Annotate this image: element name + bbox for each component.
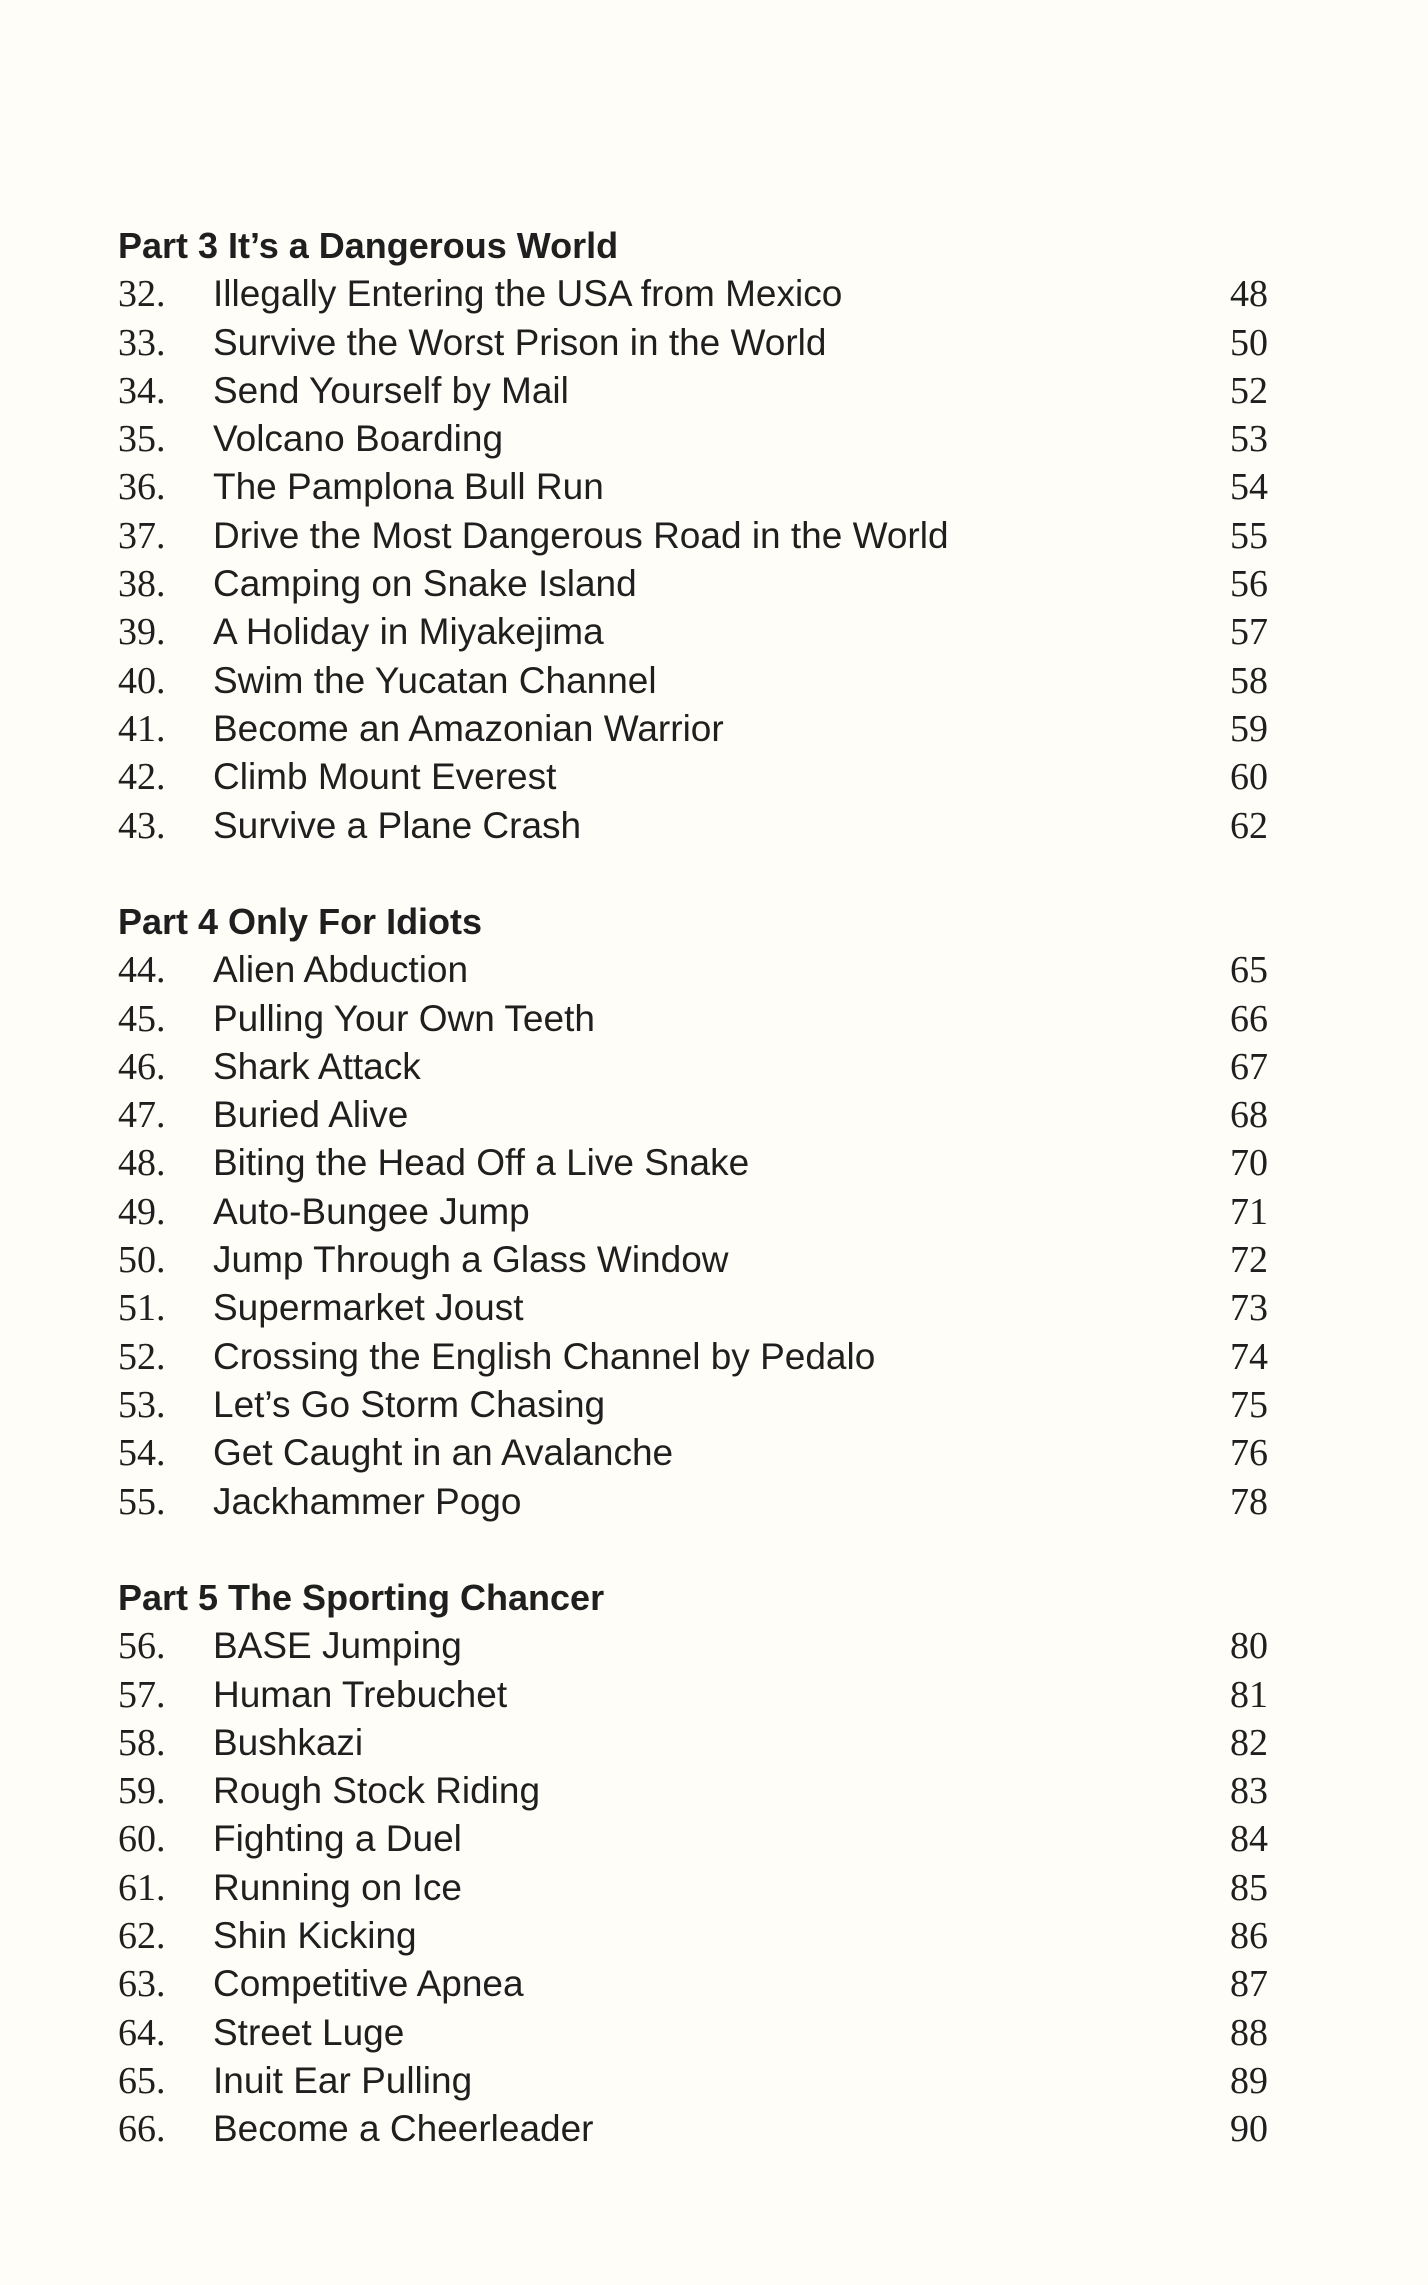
entry-page-number: 74 [1230,1335,1268,1378]
toc-entry [118,1478,1268,1526]
entry-page-number: 56 [1230,563,1268,606]
entry-page-number: 86 [1230,1915,1268,1958]
entry-title: Buried Alive [213,1094,409,1136]
toc-entry [118,1622,1268,1670]
entry-title: Fighting a Duel [213,1818,462,1860]
entry-number: 46. [118,1045,166,1088]
entry-number: 48. [118,1142,166,1185]
entry-page-number: 78 [1230,1480,1268,1523]
entry-number: 32. [118,273,166,316]
entry-number: 64. [118,2011,166,2054]
entry-number: 50. [118,1239,166,1282]
toc-entry [118,319,1268,367]
entry-title: Climb Mount Everest [213,756,557,798]
entry-page-number: 76 [1230,1432,1268,1475]
entry-number: 60. [118,1818,166,1861]
entry-number: 42. [118,756,166,799]
entry-number: 58. [118,1721,166,1764]
entry-number: 65. [118,2059,166,2102]
entry-page-number: 62 [1230,804,1268,847]
entry-page-number: 75 [1230,1383,1268,1426]
toc-entry [118,1284,1268,1332]
entry-title: Volcano Boarding [213,418,504,460]
entry-page-number: 48 [1230,273,1268,316]
toc-entry [118,1815,1268,1863]
toc-section [118,222,1268,850]
entry-title: Alien Abduction [213,949,469,991]
entry-page-number: 52 [1230,369,1268,412]
entry-page-number: 90 [1230,2108,1268,2151]
entry-page-number: 60 [1230,756,1268,799]
entry-title: Jump Through a Glass Window [213,1239,729,1281]
entry-number: 37. [118,514,166,557]
entry-number: 35. [118,418,166,461]
entry-page-number: 58 [1230,659,1268,702]
entry-title: Crossing the English Channel by Pedalo [213,1335,876,1377]
entry-title: Swim the Yucatan Channel [213,659,657,701]
entry-number: 53. [118,1383,166,1426]
toc-entry [118,995,1268,1043]
toc-entry [118,270,1268,318]
toc-section [118,898,1268,1526]
entry-number: 55. [118,1480,166,1523]
entry-title: BASE Jumping [213,1625,462,1667]
entry-list [118,270,1268,850]
toc-entry [118,1671,1268,1719]
entry-number: 43. [118,804,166,847]
entry-page-number: 88 [1230,2011,1268,2054]
entry-page-number: 68 [1230,1094,1268,1137]
entry-title: Supermarket Joust [213,1287,524,1329]
toc-entry [118,705,1268,753]
toc-entry [118,1381,1268,1429]
entry-title: Camping on Snake Island [213,563,637,605]
entry-title: Survive the Worst Prison in the World [213,321,827,363]
entry-page-number: 82 [1230,1721,1268,1764]
entry-title: The Pamplona Bull Run [213,466,604,508]
entry-title: Become an Amazonian Warrior [213,707,724,749]
entry-title: Jackhammer Pogo [213,1480,522,1522]
entry-title: Drive the Most Dangerous Road in the World [213,514,949,556]
entry-title: A Holiday in Miyakejima [213,611,604,653]
entry-title: Illegally Entering the USA from Mexico [213,273,843,315]
toc-entry [118,560,1268,608]
entry-number: 59. [118,1770,166,1813]
toc-entry [118,657,1268,705]
entry-number: 38. [118,563,166,606]
entry-number: 63. [118,1963,166,2006]
entry-page-number: 59 [1230,707,1268,750]
toc-entry [118,802,1268,850]
entry-title: Biting the Head Off a Live Snake [213,1142,750,1184]
toc-entry [118,1767,1268,1815]
entry-page-number: 89 [1230,2059,1268,2102]
entry-title: Human Trebuchet [213,1673,508,1715]
toc-entry [118,2105,1268,2153]
entry-page-number: 84 [1230,1818,1268,1861]
entry-number: 56. [118,1625,166,1668]
entry-title: Bushkazi [213,1721,364,1763]
entry-title: Rough Stock Riding [213,1770,541,1812]
entry-number: 66. [118,2108,166,2151]
entry-page-number: 87 [1230,1963,1268,2006]
entry-number: 41. [118,707,166,750]
entry-page-number: 80 [1230,1625,1268,1668]
entry-page-number: 70 [1230,1142,1268,1185]
entry-number: 34. [118,369,166,412]
entry-title: Pulling Your Own Teeth [213,997,595,1039]
entry-page-number: 83 [1230,1770,1268,1813]
entry-number: 47. [118,1094,166,1137]
entry-title: Running on Ice [213,1866,462,1908]
toc-entry [118,463,1268,511]
toc-entry [118,1091,1268,1139]
entry-page-number: 85 [1230,1866,1268,1909]
toc-entry [118,2057,1268,2105]
entry-list [118,1622,1268,2153]
toc-entry [118,753,1268,801]
section-title: Part 5 The Sporting Chancer [118,1577,605,1618]
toc-entry [118,1429,1268,1477]
toc-entry [118,1236,1268,1284]
entry-page-number: 66 [1230,997,1268,1040]
entry-number: 39. [118,611,166,654]
entry-title: Competitive Apnea [213,1963,524,2005]
entry-title: Survive a Plane Crash [213,804,582,846]
entry-page-number: 71 [1230,1190,1268,1233]
entry-number: 51. [118,1287,166,1330]
toc-section [118,1574,1268,2154]
entry-title: Inuit Ear Pulling [213,2059,473,2101]
entry-page-number: 57 [1230,611,1268,654]
entry-title: Shark Attack [213,1045,421,1087]
entry-page-number: 54 [1230,466,1268,509]
entry-number: 52. [118,1335,166,1378]
entry-number: 44. [118,949,166,992]
entry-page-number: 81 [1230,1673,1268,1716]
toc-entry [118,608,1268,656]
entry-title: Get Caught in an Avalanche [213,1432,674,1474]
entry-page-number: 65 [1230,949,1268,992]
toc-entry [118,512,1268,560]
toc-entry [118,1333,1268,1381]
entry-title: Send Yourself by Mail [213,369,569,411]
toc-entry [118,367,1268,415]
toc-entry [118,415,1268,463]
toc-entry [118,2009,1268,2057]
entry-title: Street Luge [213,2011,405,2053]
entry-number: 40. [118,659,166,702]
entry-page-number: 55 [1230,514,1268,557]
toc-entry [118,1960,1268,2008]
toc-entry [118,1719,1268,1767]
entry-page-number: 72 [1230,1239,1268,1282]
toc-entry [118,1188,1268,1236]
entry-number: 36. [118,466,166,509]
entry-page-number: 50 [1230,321,1268,364]
entry-title: Let’s Go Storm Chasing [213,1383,606,1425]
entry-list [118,946,1268,1526]
entry-number: 61. [118,1866,166,1909]
entry-title: Become a Cheerleader [213,2108,594,2150]
entry-page-number: 73 [1230,1287,1268,1330]
entry-number: 62. [118,1915,166,1958]
toc-entry [118,1043,1268,1091]
entry-page-number: 53 [1230,418,1268,461]
toc-entry [118,1864,1268,1912]
entry-title: Shin Kicking [213,1915,417,1957]
section-title: Part 3 It’s a Dangerous World [118,225,619,266]
entry-number: 54. [118,1432,166,1475]
entry-number: 57. [118,1673,166,1716]
entry-number: 49. [118,1190,166,1233]
toc-entry [118,1912,1268,1960]
entry-number: 33. [118,321,166,364]
entry-title: Auto-Bungee Jump [213,1190,530,1232]
entry-page-number: 67 [1230,1045,1268,1088]
entry-number: 45. [118,997,166,1040]
section-title: Part 4 Only For Idiots [118,901,483,942]
toc-entry [118,946,1268,994]
toc-entry [118,1139,1268,1187]
